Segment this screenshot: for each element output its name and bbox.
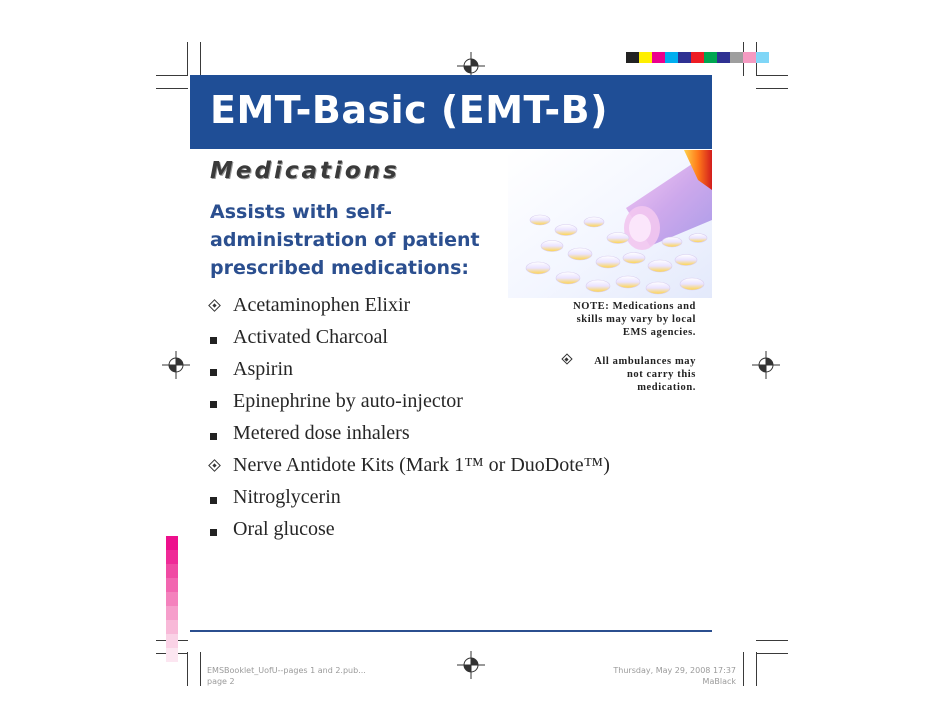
footer-timestamp: Thursday, May 29, 2008 17:37 [613, 666, 736, 675]
color-bar-swatch [730, 52, 743, 63]
intro-text: Assists with self-administration of patient prescribed medications: [210, 201, 480, 279]
pill-bottle-illustration [508, 150, 712, 298]
color-bar-swatch [678, 52, 691, 63]
section-subtitle: Medications [210, 158, 400, 184]
tint-strip-step [166, 592, 178, 606]
tint-strip-step [166, 648, 178, 662]
crop-mark-icon [756, 653, 788, 654]
square-bullet-icon [208, 386, 224, 416]
square-bullet-icon [208, 322, 224, 352]
color-bar-swatch [691, 52, 704, 63]
color-bar-swatch [639, 52, 652, 63]
medication-label: Epinephrine by auto-injector [233, 390, 463, 412]
tint-strip-step [166, 634, 178, 648]
tint-strip-step [166, 536, 178, 550]
tint-strip-step [166, 564, 178, 578]
color-bar-swatch [756, 52, 769, 63]
registration-mark-icon [457, 651, 485, 679]
square-bullet-icon [208, 482, 224, 512]
tint-strip-step [166, 606, 178, 620]
footer-file-name: EMSBooklet_UofU--pages 1 and 2.pub... [207, 666, 366, 675]
page-title: EMT-Basic (EMT-B) [210, 88, 608, 132]
color-bar-swatch [665, 52, 678, 63]
tint-strip-step [166, 578, 178, 592]
medication-label: Oral glucose [233, 518, 335, 540]
tint-strip-step [166, 550, 178, 564]
diamond-bullet-icon [208, 450, 224, 480]
registration-mark-icon [752, 351, 780, 379]
crop-mark-icon [200, 42, 201, 76]
medication-label: Nitroglycerin [233, 486, 341, 508]
footer-plate: MaBlack [702, 677, 736, 686]
crop-mark-icon [743, 652, 744, 686]
color-bar-swatch [652, 52, 665, 63]
color-bar-swatch [626, 52, 639, 63]
square-bullet-icon [208, 354, 224, 384]
crop-mark-icon [756, 652, 757, 686]
crop-mark-icon [200, 652, 201, 686]
medication-label: Activated Charcoal [233, 326, 388, 348]
crop-mark-icon [156, 75, 188, 76]
crop-mark-icon [756, 640, 788, 641]
medication-label: Aspirin [233, 358, 293, 380]
ambulance-note: All ambulances may not carry this medication. [594, 356, 696, 393]
crop-mark-icon [756, 75, 788, 76]
footer-page: page 2 [207, 677, 235, 686]
crop-mark-icon [756, 88, 788, 89]
note-text: NOTE: Medications and skills may vary by local EMS agencies. [573, 301, 696, 338]
medication-label: Metered dose inhalers [233, 422, 410, 444]
registration-mark-icon [162, 351, 190, 379]
crop-mark-icon [187, 652, 188, 686]
color-bar-swatch [717, 52, 730, 63]
color-bar-swatch [704, 52, 717, 63]
crop-mark-icon [187, 42, 188, 76]
tint-strip-step [166, 620, 178, 634]
crop-mark-icon [156, 88, 188, 89]
medication-label: Nerve Antidote Kits (Mark 1™ or DuoDote™) [233, 454, 610, 476]
medication-label: Acetaminophen Elixir [233, 294, 411, 316]
footer-rule [190, 630, 712, 632]
diamond-bullet-icon [208, 290, 224, 320]
color-bar-swatch [743, 52, 756, 63]
square-bullet-icon [208, 418, 224, 448]
square-bullet-icon [208, 514, 224, 544]
